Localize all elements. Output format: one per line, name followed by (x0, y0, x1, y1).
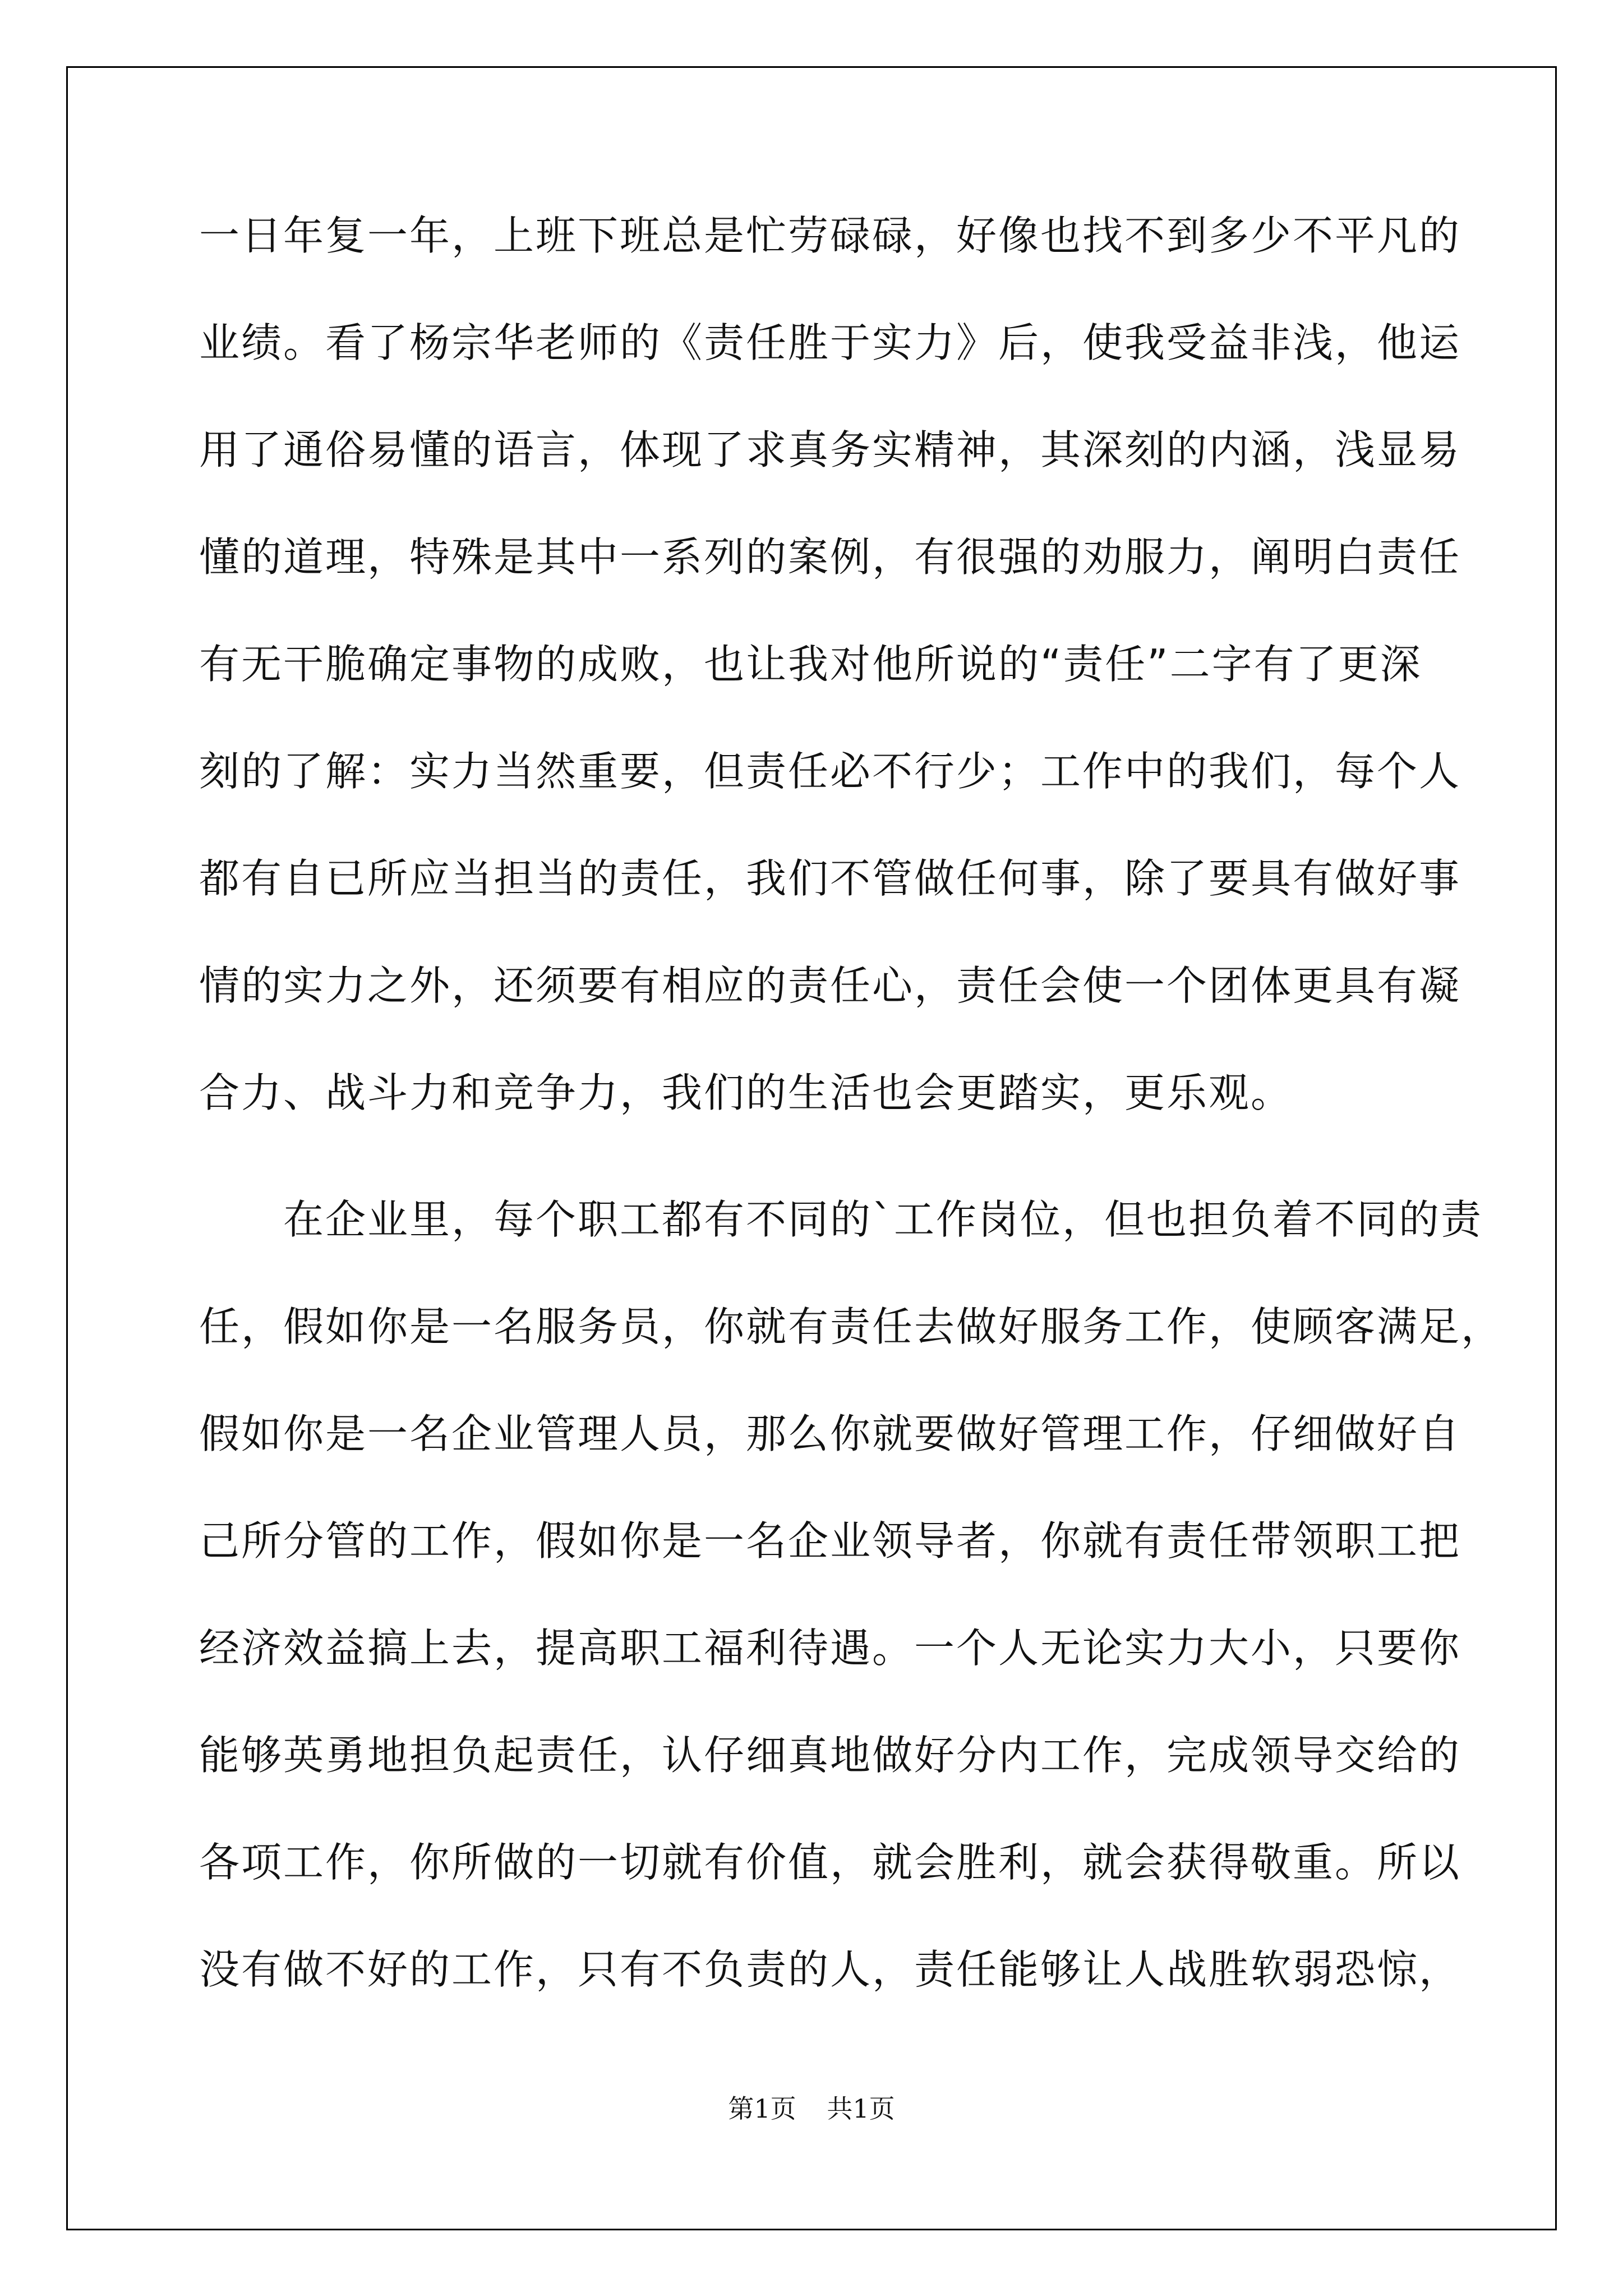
text-line: 用了通俗易懂的语言，体现了求真务实精神，其深刻的内涵，浅显易 (199, 426, 1461, 473)
text-line: 假如你是一名企业管理人员，那么你就要做好管理工作，仔细做好自 (199, 1410, 1461, 1457)
text-line: 己所分管的工作，假如你是一名企业领导者，你就有责任带领职工把 (199, 1517, 1461, 1565)
text-line: 情的实力之外，还须要有相应的责任心，责任会使一个团体更具有凝 (199, 962, 1461, 1009)
text-line: 业绩。看了杨宗华老师的《责任胜于实力》后，使我受益非浅，他运 (199, 319, 1461, 366)
text-line: 懂的道理，特殊是其中一系列的案例，有很强的劝服力，阐明白责任 (199, 533, 1461, 581)
text-line: 有无干脆确定事物的成败，也让我对他所说的“责任”二字有了更深 (199, 641, 1422, 688)
text-line: 没有做不好的工作，只有不负责的人，责任能够让人战胜软弱恐惊， (199, 1946, 1461, 1993)
text-line: 在企业里，每个职工都有不同的`工作岗位，但也担负着不同的责 (199, 1196, 1483, 1243)
text-line: 合力、战斗力和竞争力，我们的生活也会更踏实，更乐观。 (199, 1069, 1293, 1116)
page-total: 共1页 (827, 2093, 895, 2124)
text-line: 一日年复一年，上班下班总是忙劳碌碌，好像也找不到多少不平凡的 (199, 212, 1461, 259)
page-number: 第1页 (728, 2093, 796, 2124)
text-line: 任，假如你是一名服务员，你就有责任去做好服务工作，使顾客满足， (199, 1303, 1504, 1350)
text-line: 都有自已所应当担当的责任，我们不管做任何事，除了要具有做好事 (199, 855, 1461, 902)
page-footer (0, 2088, 1623, 2125)
text-line: 能够英勇地担负起责任，认仔细真地做好分内工作，完成领导交给的 (199, 1732, 1461, 1779)
text-line: 经济效益搞上去，提高职工福利待遇。一个人无论实力大小，只要你 (199, 1625, 1461, 1672)
text-line: 刻的了解：实力当然重要，但责任必不行少；工作中的我们，每个人 (199, 748, 1461, 795)
document-body (199, 209, 1504, 2050)
text-line: 各项工作，你所做的一切就有价值，就会胜利，就会获得敬重。所以 (199, 1839, 1461, 1886)
